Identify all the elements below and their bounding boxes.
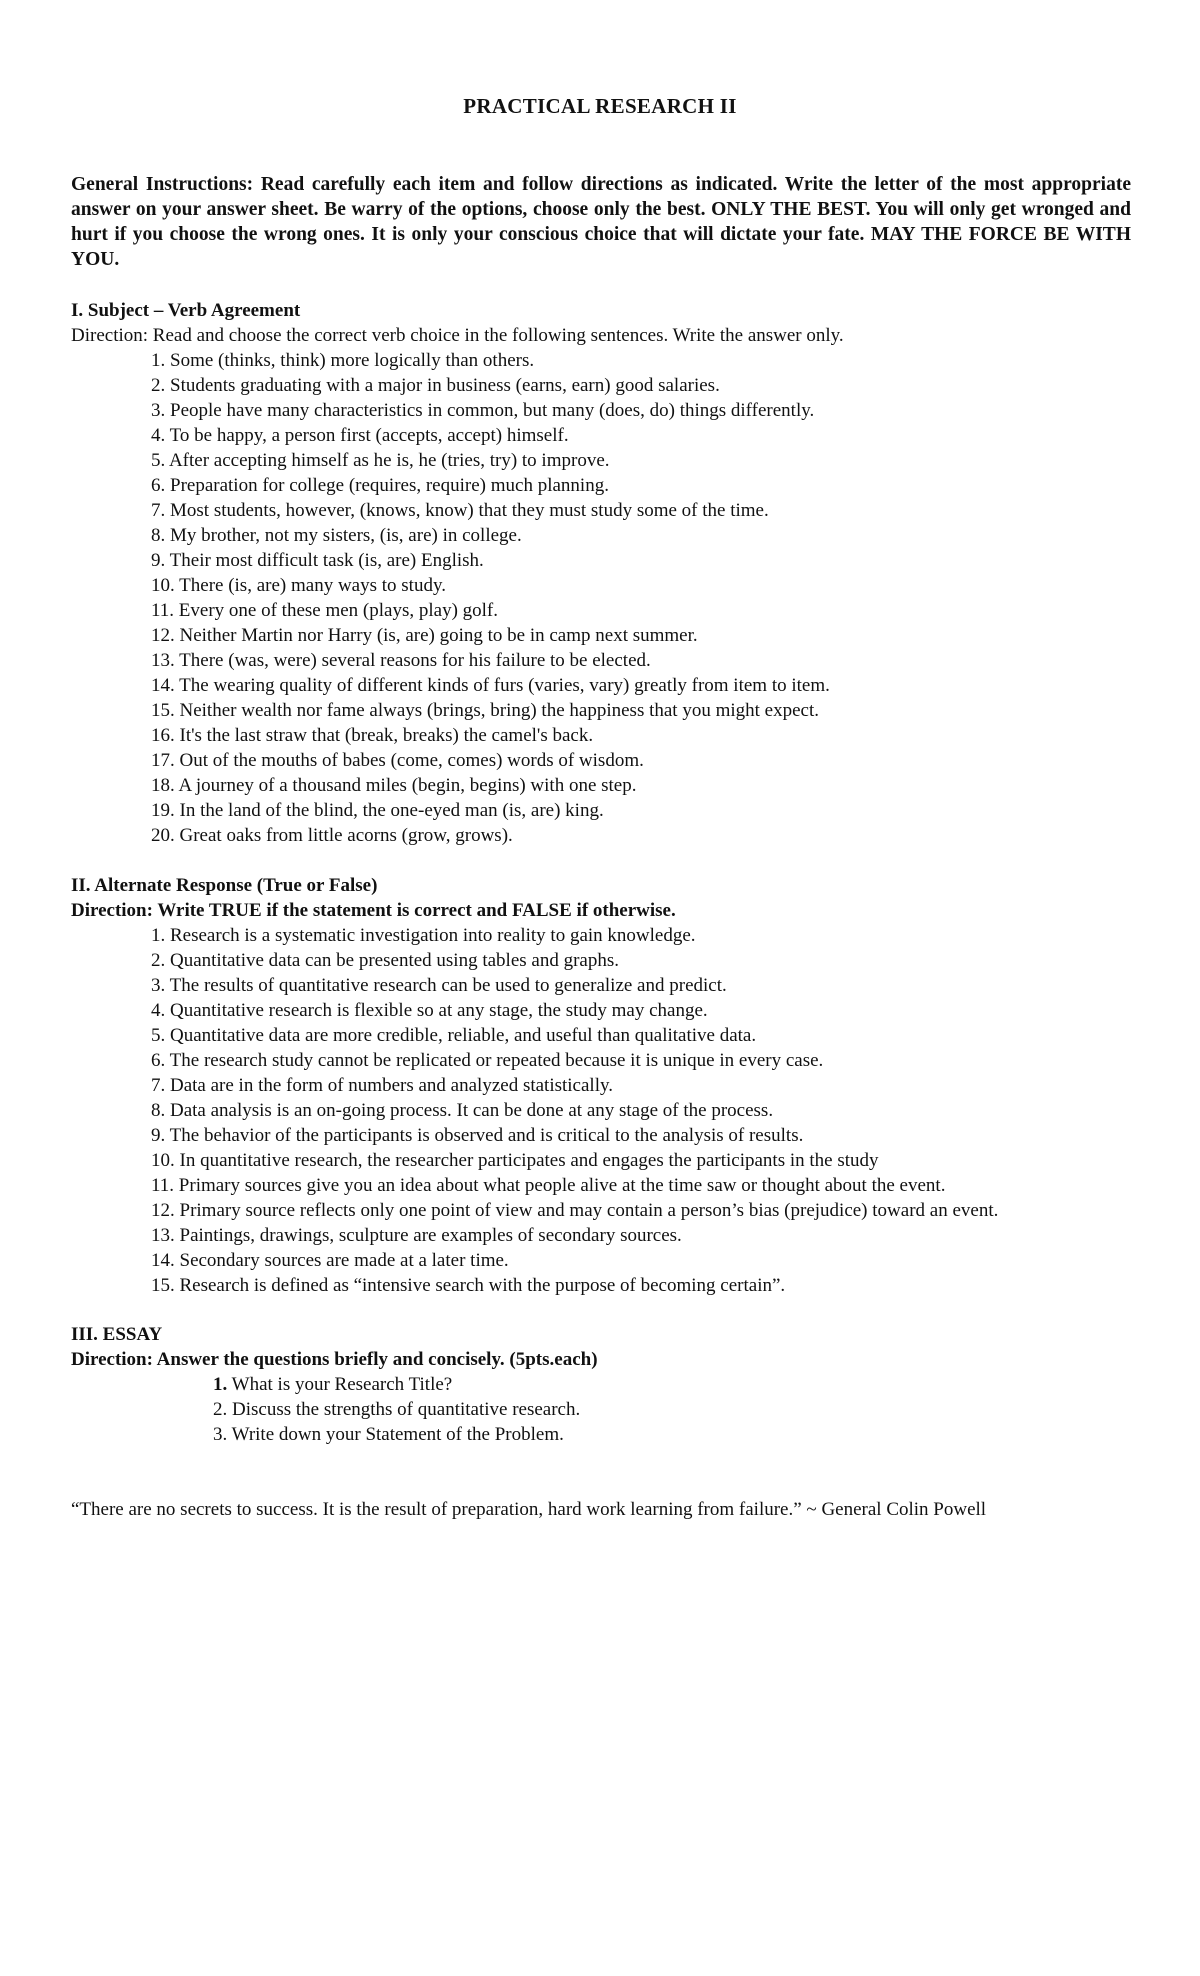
question-item: 10. There (is, are) many ways to study. bbox=[151, 575, 446, 596]
question-item: 16. It's the last straw that (break, breaks) the camel's back. bbox=[151, 725, 594, 746]
question-item: 4. To be happy, a person first (accepts, accept) himself. bbox=[151, 425, 569, 446]
question-item: 9. The behavior of the participants is observed and is critical to the analysis of results. bbox=[151, 1125, 804, 1146]
section-heading: II. Alternate Response (True or False) bbox=[71, 875, 378, 896]
question-item: 19. In the land of the blind, the one-eyed man (is, are) king. bbox=[151, 800, 604, 821]
question-item: 15. Research is defined as “intensive search with the purpose of becoming certain”. bbox=[151, 1275, 786, 1296]
question-item: 2. Quantitative data can be presented using tables and graphs. bbox=[151, 950, 619, 971]
general-instructions: General Instructions: Read carefully each item and follow directions as indicated. Write the letter of the most appropriate answer on your answer sheet. Be warry of the options, choose only the best. ONLY THE BEST. You will only get wronged and hurt if you choose the wrong ones. It is only your conscious choice that will dictate your fate. MAY THE FORCE BE WITH YOU. bbox=[71, 174, 1131, 270]
question-item: 3. The results of quantitative research can be used to generalize and predict. bbox=[151, 975, 727, 996]
section-heading: III. ESSAY bbox=[71, 1324, 163, 1345]
question-item: 12. Neither Martin nor Harry (is, are) going to be in camp next summer. bbox=[151, 625, 698, 646]
question-item: 12. Primary source reflects only one point of view and may contain a person’s bias (prejudice) toward an event. bbox=[151, 1200, 999, 1221]
page-title: PRACTICAL RESEARCH II bbox=[463, 94, 737, 118]
question-item: 8. Data analysis is an on-going process. It can be done at any stage of the process. bbox=[151, 1100, 774, 1121]
question-item: 18. A journey of a thousand miles (begin, begins) with one step. bbox=[151, 775, 637, 796]
question-item: 6. The research study cannot be replicated or repeated because it is unique in every case. bbox=[151, 1050, 824, 1071]
question-item: 15. Neither wealth nor fame always (brings, bring) the happiness that you might expect. bbox=[151, 700, 819, 721]
essay-question-list bbox=[71, 1372, 1171, 1447]
question-item: 20. Great oaks from little acorns (grow, grows). bbox=[151, 825, 513, 846]
question-item: 13. Paintings, drawings, sculpture are examples of secondary sources. bbox=[151, 1225, 682, 1246]
question-number: 3. bbox=[213, 1424, 228, 1445]
question-list bbox=[71, 348, 1171, 848]
question-item: 7. Data are in the form of numbers and analyzed statistically. bbox=[151, 1075, 613, 1096]
section-direction: Direction: Answer the questions briefly and concisely. (5pts.each) bbox=[71, 1349, 598, 1370]
question-text: Discuss the strengths of quantitative research. bbox=[227, 1399, 581, 1420]
section-true-false bbox=[71, 873, 1171, 1298]
section-subject-verb bbox=[71, 298, 1171, 848]
question-number: 2. bbox=[213, 1399, 228, 1420]
question-item: 14. The wearing quality of different kinds of furs (varies, vary) greatly from item to item. bbox=[151, 675, 830, 696]
question-item: 3. People have many characteristics in common, but many (does, do) things differently. bbox=[151, 400, 815, 421]
question-item: 17. Out of the mouths of babes (come, comes) words of wisdom. bbox=[151, 750, 644, 771]
question-list bbox=[71, 923, 1171, 1298]
question-item: 1. Research is a systematic investigation into reality to gain knowledge. bbox=[151, 925, 696, 946]
section-direction: Direction: Write TRUE if the statement is correct and FALSE if otherwise. bbox=[71, 900, 676, 921]
essay-question-item bbox=[213, 1397, 1171, 1422]
question-item: 14. Secondary sources are made at a later time. bbox=[151, 1250, 509, 1271]
question-item: 8. My brother, not my sisters, (is, are) in college. bbox=[151, 525, 522, 546]
question-item: 11. Every one of these men (plays, play) golf. bbox=[151, 600, 499, 621]
section-essay bbox=[71, 1322, 1171, 1447]
question-item: 7. Most students, however, (knows, know) that they must study some of the time. bbox=[151, 500, 769, 521]
section-direction: Direction: Read and choose the correct verb choice in the following sentences. Write the answer only. bbox=[71, 325, 844, 346]
closing-quote: “There are no secrets to success. It is the result of preparation, hard work learning from failure.” ~ General Colin Powell bbox=[71, 1499, 987, 1520]
question-item: 5. Quantitative data are more credible, reliable, and useful than qualitative data. bbox=[151, 1025, 757, 1046]
question-item: 4. Quantitative research is flexible so at any stage, the study may change. bbox=[151, 1000, 708, 1021]
question-item: 10. In quantitative research, the researcher participates and engages the participants in the study bbox=[151, 1150, 879, 1171]
section-heading: I. Subject – Verb Agreement bbox=[71, 300, 301, 321]
essay-question-item bbox=[213, 1422, 1171, 1447]
question-item: 1. Some (thinks, think) more logically than others. bbox=[151, 350, 535, 371]
question-item: 9. Their most difficult task (is, are) English. bbox=[151, 550, 484, 571]
question-item: 2. Students graduating with a major in business (earns, earn) good salaries. bbox=[151, 375, 720, 396]
question-item: 5. After accepting himself as he is, he (tries, try) to improve. bbox=[151, 450, 610, 471]
question-item: 11. Primary sources give you an idea about what people alive at the time saw or thought about the event. bbox=[151, 1175, 946, 1196]
question-number: 1. bbox=[213, 1374, 228, 1395]
question-item: 6. Preparation for college (requires, require) much planning. bbox=[151, 475, 609, 496]
question-text: Write down your Statement of the Problem. bbox=[227, 1424, 564, 1445]
essay-question-item bbox=[213, 1372, 1171, 1397]
question-text: What is your Research Title? bbox=[227, 1374, 453, 1395]
question-item: 13. There (was, were) several reasons for his failure to be elected. bbox=[151, 650, 651, 671]
